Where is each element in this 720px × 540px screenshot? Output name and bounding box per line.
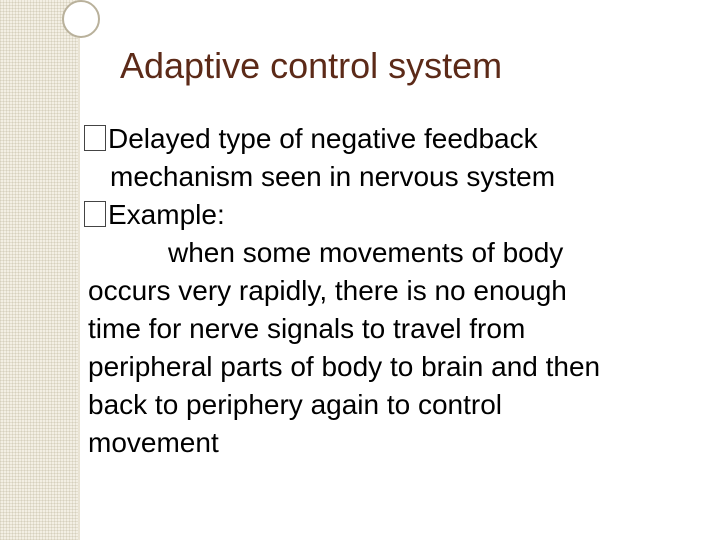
example-label: Example xyxy=(108,199,217,230)
example-paragraph xyxy=(88,234,698,462)
bullet-box-icon xyxy=(84,125,106,151)
bullet-1-line-2: mechanism seen in nervous system xyxy=(110,161,556,192)
example-colon: : xyxy=(216,199,225,230)
decorative-ring-icon xyxy=(62,0,100,38)
bullet-1-line-1: Delayed type of negative feedback xyxy=(108,123,538,154)
bullet-box-icon xyxy=(84,201,106,227)
example-line: when some movements of body xyxy=(168,237,564,268)
bullet-example xyxy=(88,196,698,234)
slide-body xyxy=(88,120,698,462)
bullet-delayed-feedback xyxy=(88,120,698,196)
example-line: back to periphery again to control xyxy=(88,389,503,420)
side-band-edge xyxy=(78,0,80,540)
example-line: occurs very rapidly, there is no enough xyxy=(88,275,567,306)
slide-title: Adaptive control system xyxy=(120,45,503,86)
example-line: movement xyxy=(88,427,219,458)
side-texture-band xyxy=(0,0,78,540)
example-line: peripheral parts of body to brain and then xyxy=(88,351,601,382)
example-line: time for nerve signals to travel from xyxy=(88,313,526,344)
